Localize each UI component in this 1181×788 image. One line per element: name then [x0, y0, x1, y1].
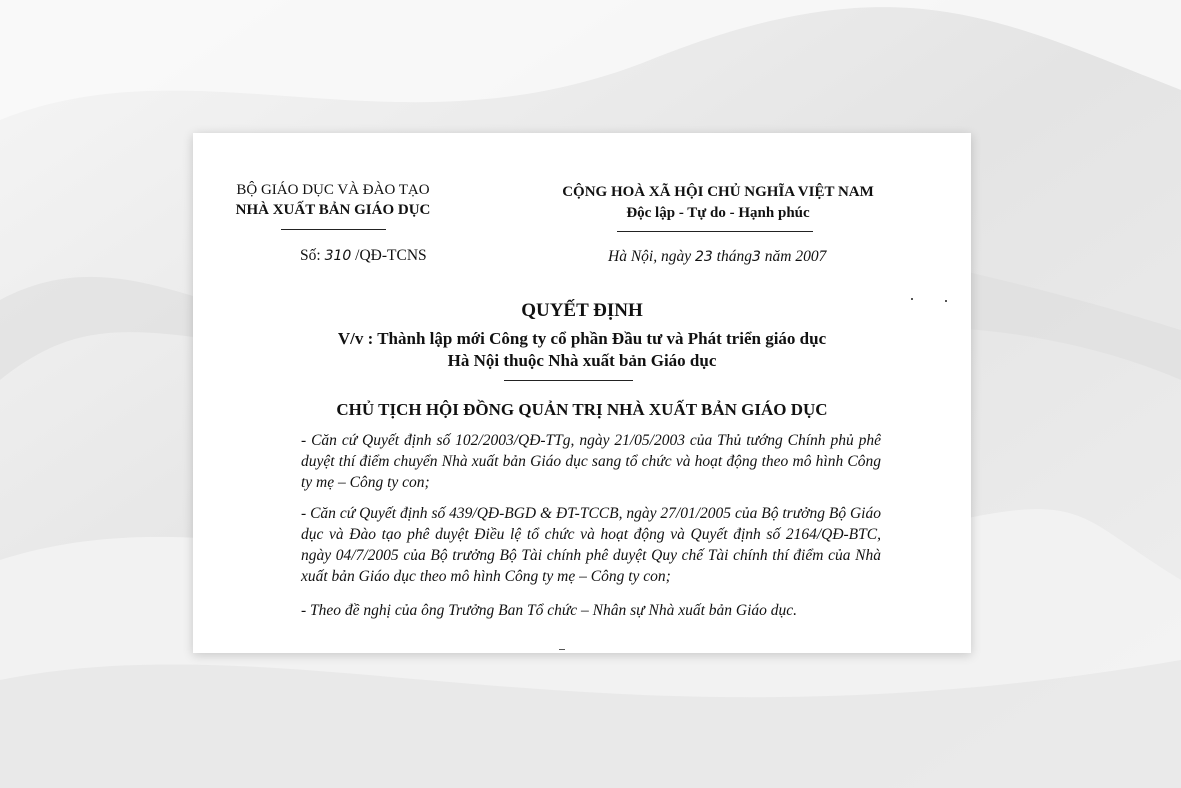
document-date — [608, 248, 826, 266]
issuer-block — [223, 180, 443, 220]
date-prefix: Hà Nội, ngày — [608, 248, 692, 265]
year-text: năm 2007 — [764, 248, 827, 265]
subject-underline — [504, 380, 633, 381]
document-number — [300, 247, 427, 265]
national-header — [533, 182, 903, 224]
scan-speck — [945, 300, 947, 302]
number-prefix: Số: — [300, 247, 321, 264]
paragraph-1: - Căn cứ Quyết định số 102/2003/QĐ-TTg, ngày 21/05/2003 của Thủ tướng Chính phủ phê duyệt thí điểm chuyển Nhà xuất bản Giáo dục sang tổ chức và hoạt động theo mô hình Công ty mẹ – Công ty con; — [301, 432, 881, 491]
subject-line-2: Hà Nội thuộc Nhà xuất bản Giáo dục — [447, 351, 717, 370]
ministry-name: BỘ GIÁO DỤC VÀ ĐÀO TẠO — [236, 182, 430, 198]
month-label: tháng — [716, 248, 752, 265]
document-page — [193, 133, 971, 653]
authority-heading: CHỦ TỊCH HỘI ĐỒNG QUẢN TRỊ NHÀ XUẤT BẢN GIÁO DỤC — [336, 400, 828, 419]
handwritten-day: 23 — [694, 249, 713, 265]
document-title: QUYẾT ĐỊNH — [521, 300, 643, 321]
country-name: CỘNG HOÀ XÃ HỘI CHỦ NGHĨA VIỆT NAM — [562, 184, 874, 200]
number-suffix: /QĐ-TCNS — [355, 247, 427, 264]
handwritten-month: 3 — [751, 249, 761, 265]
publisher-name: NHÀ XUẤT BẢN GIÁO DỤC — [235, 202, 431, 218]
national-motto: Độc lập - Tự do - Hạnh phúc — [626, 205, 810, 221]
document-subject — [193, 328, 971, 372]
scan-speck — [559, 649, 565, 650]
scan-speck — [911, 298, 913, 300]
paragraph-2: - Căn cứ Quyết định số 439/QĐ-BGD & ĐT-TCCB, ngày 27/01/2005 của Bộ trưởng Bộ Giáo dục và Đào tạo phê duyệt Điều lệ tổ chức và hoạt động và Quyết định số 2164/QĐ-BTC, ngày 04/7/2005 của Bộ trưởng Bộ Tài chính phê duyệt Quy chế Tài chính thí điểm của Nhà xuất bản Giáo dục theo mô hình Công ty mẹ – Công ty con; — [301, 505, 881, 585]
subject-line-1: V/v : Thành lập mới Công ty cổ phần Đầu tư và Phát triển giáo dục — [337, 329, 827, 348]
issuer-underline — [281, 229, 386, 230]
motto-underline — [617, 231, 813, 232]
paragraph-3: - Theo đề nghị của ông Trưởng Ban Tổ chức – Nhân sự Nhà xuất bản Giáo dục. — [301, 602, 798, 619]
handwritten-number: 310 — [324, 248, 352, 264]
